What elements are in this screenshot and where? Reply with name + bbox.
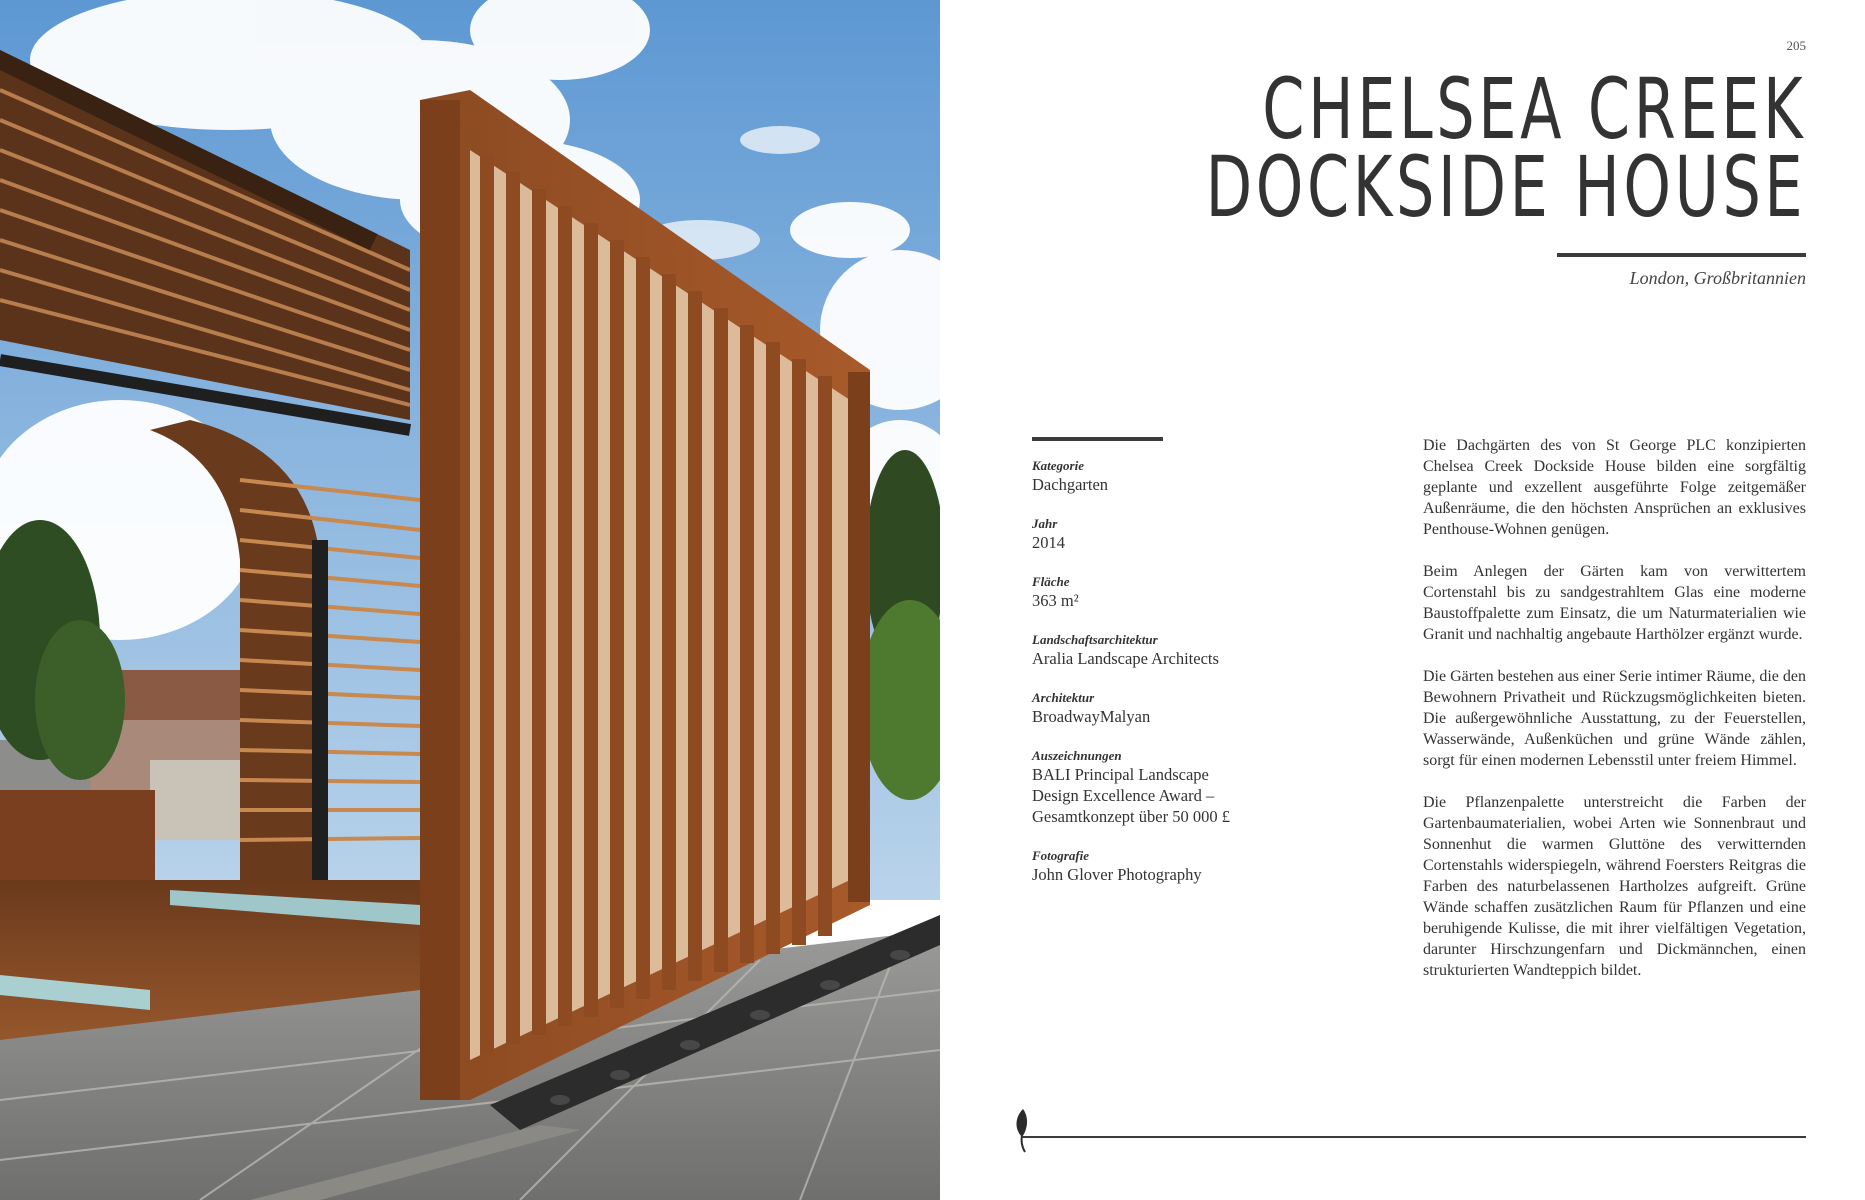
facts-divider <box>1032 437 1163 441</box>
fact-category <box>1032 458 1332 495</box>
fact-label: Fläche <box>1032 574 1070 589</box>
fact-label: Kategorie <box>1032 458 1084 473</box>
fact-photography <box>1032 848 1332 885</box>
fact-value: John Glover Photography <box>1032 865 1202 884</box>
article-body <box>1423 435 1806 1002</box>
body-paragraph: Die Gärten bestehen aus einer Serie intimer Räume, die den Bewohnern Privatheit und Rückzugsmöglichkeiten bieten. Die außergewöhnliche Ausstattung, zu der Feuerstellen, Wasserwände, Außenküchen und grüne Wände zählen, sorgt für einen modernen Lebensstil unter freiem Himmel. <box>1423 668 1806 769</box>
fact-awards <box>1032 748 1332 827</box>
fact-label: Auszeichnungen <box>1032 748 1122 763</box>
fact-architecture <box>1032 690 1332 727</box>
fact-label: Fotografie <box>1032 848 1090 863</box>
fact-area <box>1032 574 1332 611</box>
body-paragraph: Die Dachgärten des von St George PLC konzipierten Chelsea Creek Dockside House bilden eine sorgfältig geplante und exzellent ausgeführte Folge zeitgemäßer Außenräume, die den höchsten Ansprüchen an exklusives Penthouse-Wohnen genügen. <box>1423 437 1806 538</box>
fact-label: Architektur <box>1032 690 1095 705</box>
fact-value: Dachgarten <box>1032 475 1109 494</box>
title-line-2: DOCKSIDE HOUSE <box>1205 138 1806 236</box>
fact-value: 2014 <box>1032 533 1065 552</box>
page-number: 205 <box>1786 38 1806 53</box>
fact-label: Jahr <box>1032 516 1058 531</box>
footer-divider <box>1022 1136 1806 1138</box>
fact-value: Aralia Landscape Architects <box>1032 649 1219 668</box>
project-facts <box>1032 458 1332 906</box>
title-line-1: CHELSEA CREEK <box>1262 60 1806 158</box>
fact-value: 363 m² <box>1032 591 1079 610</box>
fact-value: BALI Principal Landscape Design Excellence Award – Gesamtkonzept über 50 000 £ <box>1032 765 1230 826</box>
title-divider <box>1557 253 1806 257</box>
page-title <box>1205 60 1806 236</box>
body-paragraph: Die Pflanzenpalette unterstreicht die Farben der Gartenbaumaterialien, wobei Arten wie Sonnenbraut und Sonnenhut die warmen Gluttöne des verwitternden Cortenstahls widerspiegeln, während Foersters Reitgras die Farben des naturbelassenen Hartholzes aufgreift. Grüne Wände schaffen zusätzlichen Raum für Pflanzen und eine beruhigende Kulisse, die mit ihrer vielfältigen Vegetation, darunter Hirschzungenfarn und Dickmännchen, einen strukturierten Wandteppich bildet. <box>1423 794 1806 979</box>
location-subtitle: London, Großbritannien <box>1629 268 1806 288</box>
fact-label: Landschaftsarchitektur <box>1032 632 1158 647</box>
body-paragraph: Beim Anlegen der Gärten kam von verwittertem Cortenstahl bis zu sandgestrahltem Glas eine moderne Baustoffpalette zum Einsatz, die um Naturmaterialien wie Granit und nachhaltig angebaute Harthölzer ergänzt wurde. <box>1423 563 1806 643</box>
fact-landscape-architecture <box>1032 632 1332 669</box>
leaf-icon <box>1012 1107 1034 1153</box>
fact-year <box>1032 516 1332 553</box>
fact-value: BroadwayMalyan <box>1032 707 1151 726</box>
